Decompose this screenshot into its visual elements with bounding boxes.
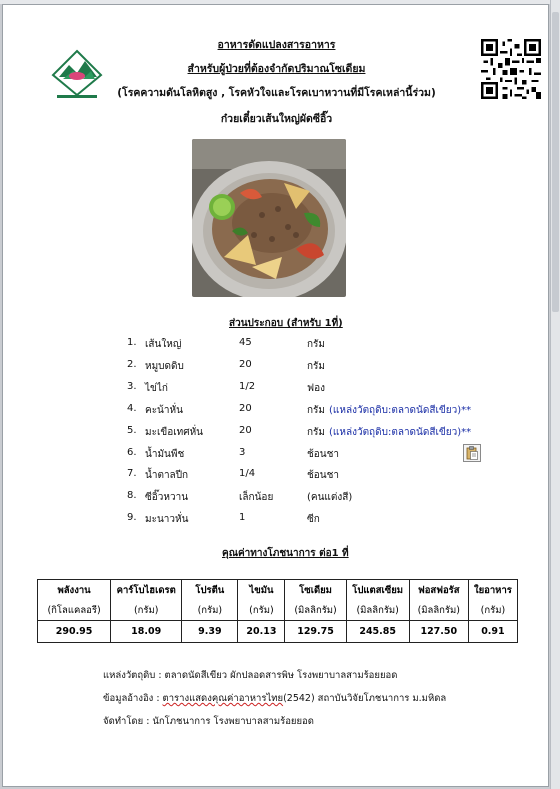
ingredient-qty: 20 — [239, 359, 252, 370]
nutrient-value: 129.75 — [285, 621, 346, 643]
ingredient-qty: 20 — [239, 403, 252, 414]
ingredient-qty: 45 — [239, 337, 252, 348]
author-text: นักโภชนาการ โรงพยาบาลสามร้อยยอด — [152, 716, 314, 727]
reference-text: (2542) สถาบันวิจัยโภชนาการ ม.มหิดล — [283, 693, 447, 704]
ingredient-number: 5. — [127, 425, 137, 436]
ingredient-unit: กรัม — [307, 361, 326, 372]
ingredient-unit: กรัม — [307, 405, 326, 416]
ingredient-qty: 3 — [239, 447, 246, 458]
nutrient-unit: (กิโลแคลอรี) — [38, 600, 111, 621]
ingredient-unit: (คนแต่งสี) — [307, 492, 353, 503]
ingredient-number: 1. — [127, 337, 137, 348]
nutrient-unit: (กรัม) — [111, 600, 182, 621]
nutrient-name: ไขมัน — [238, 580, 285, 601]
nutrient-value: 127.50 — [409, 621, 468, 643]
ingredient-name: น้ำตาลปีก — [145, 470, 189, 481]
title-line-1: อาหารดัดแปลงสารอาหาร — [217, 39, 336, 51]
ingredient-number: 4. — [127, 403, 137, 414]
nutrient-name: โปแตสเซียม — [346, 580, 409, 601]
nutrient-unit: (กรัม) — [468, 600, 517, 621]
ingredient-name: คะน้าหั่น — [145, 405, 183, 416]
source-text: ตลาดนัดสีเขียว ผักปลอดสารพิษ โรงพยาบาลสามร้อยยอด — [164, 670, 398, 681]
nutrient-value: 0.91 — [468, 621, 517, 643]
ingredient-qty: 20 — [239, 425, 252, 436]
ingredient-name: ซีอิ๊วหวาน — [145, 492, 189, 503]
nutrient-value: 245.85 — [346, 621, 409, 643]
reference-source: ตารางแสดงคุณค่าอาหารไทย — [162, 693, 284, 704]
nutrition-value-row — [38, 621, 518, 643]
title-line-2: สำหรับผู้ป่วยที่ต้องจำกัดปริมาณโซเดียม — [187, 63, 366, 75]
nutrient-name: ใยอาหาร — [468, 580, 517, 601]
source-line — [103, 668, 397, 683]
ingredient-unit: กรัม — [307, 427, 326, 438]
ingredients-heading: ส่วนประกอบ (สำหรับ 1ที่) — [229, 318, 343, 329]
dish-photo — [192, 139, 346, 297]
author-line — [103, 714, 314, 729]
dish-name: ก๋วยเตี๋ยวเส้นใหญ่ผัดซีอิ๊ว — [220, 113, 333, 125]
nutrition-header-row — [38, 580, 518, 601]
ingredient-unit: กรัม — [307, 339, 326, 350]
nutrition-table — [37, 579, 518, 643]
nutrient-value: 290.95 — [38, 621, 111, 643]
nutrition-heading: คุณค่าทางโภชนาการ ต่อ1 ที่ — [222, 548, 349, 559]
ingredient-number: 9. — [127, 512, 137, 523]
ingredient-qty: เล็กน้อย — [239, 492, 274, 503]
ingredient-name: มะเขือเทศหั่น — [145, 427, 204, 438]
ingredient-unit: ช้อนชา — [307, 449, 340, 460]
ingredient-name: หมูบดดิบ — [145, 361, 184, 372]
nutrition-unit-row — [38, 600, 518, 621]
nutrient-name: โซเดียม — [285, 580, 346, 601]
ingredient-name: เส้นใหญ่ — [145, 339, 182, 350]
nutrient-value: 18.09 — [111, 621, 182, 643]
vertical-scrollbar[interactable] — [550, 0, 560, 789]
ingredient-source-note: (แหล่งวัตถุดิบ:ตลาดนัดสีเขียว)** — [329, 427, 472, 438]
ingredient-qty: 1 — [239, 512, 246, 523]
ingredient-unit: ฟอง — [307, 383, 325, 394]
nutrient-name: คาร์โบไฮเดรต — [111, 580, 182, 601]
document-page — [2, 4, 549, 787]
ingredient-name: มะนาวหั่น — [145, 514, 189, 525]
ingredient-number: 3. — [127, 381, 137, 392]
nutrient-unit: (มิลลิกรัม) — [409, 600, 468, 621]
nutrient-name: โปรตีน — [182, 580, 238, 601]
ingredient-number: 2. — [127, 359, 137, 370]
nutrient-unit: (มิลลิกรัม) — [346, 600, 409, 621]
reference-label: ข้อมูลอ้างอิง : — [103, 693, 163, 704]
nutrient-value: 20.13 — [238, 621, 285, 643]
title-line-3: (โรคความดันโลหิตสูง , โรคหัวใจและโรคเบาหวานที่มีโรคเหล่านี้ร่วม) — [117, 87, 436, 99]
author-label: จัดทำโดย : — [103, 716, 153, 727]
ingredient-number: 6. — [127, 447, 137, 458]
ingredient-number: 7. — [127, 468, 137, 479]
ingredient-name: ไข่ไก่ — [145, 383, 168, 394]
scrollbar-thumb[interactable] — [552, 12, 559, 312]
ingredient-qty: 1/2 — [239, 381, 256, 392]
nutrient-value: 9.39 — [182, 621, 238, 643]
ingredient-source-note: (แหล่งวัตถุดิบ:ตลาดนัดสีเขียว)** — [329, 405, 472, 416]
nutrient-name: ฟอสฟอรัส — [409, 580, 468, 601]
clipboard-icon[interactable] — [463, 444, 481, 462]
ingredient-unit: ช้อนชา — [307, 470, 340, 481]
nutrient-name: พลังงาน — [38, 580, 111, 601]
reference-line — [103, 691, 446, 706]
ingredient-qty: 1/4 — [239, 468, 256, 479]
source-label: แหล่งวัตถุดิบ : — [103, 670, 165, 681]
ingredient-unit: ซีก — [307, 514, 320, 525]
nutrient-unit: (มิลลิกรัม) — [285, 600, 346, 621]
nutrient-unit: (กรัม) — [182, 600, 238, 621]
ingredient-name: น้ำมันพืช — [145, 449, 185, 460]
nutrient-unit: (กรัม) — [238, 600, 285, 621]
ingredient-number: 8. — [127, 490, 137, 501]
